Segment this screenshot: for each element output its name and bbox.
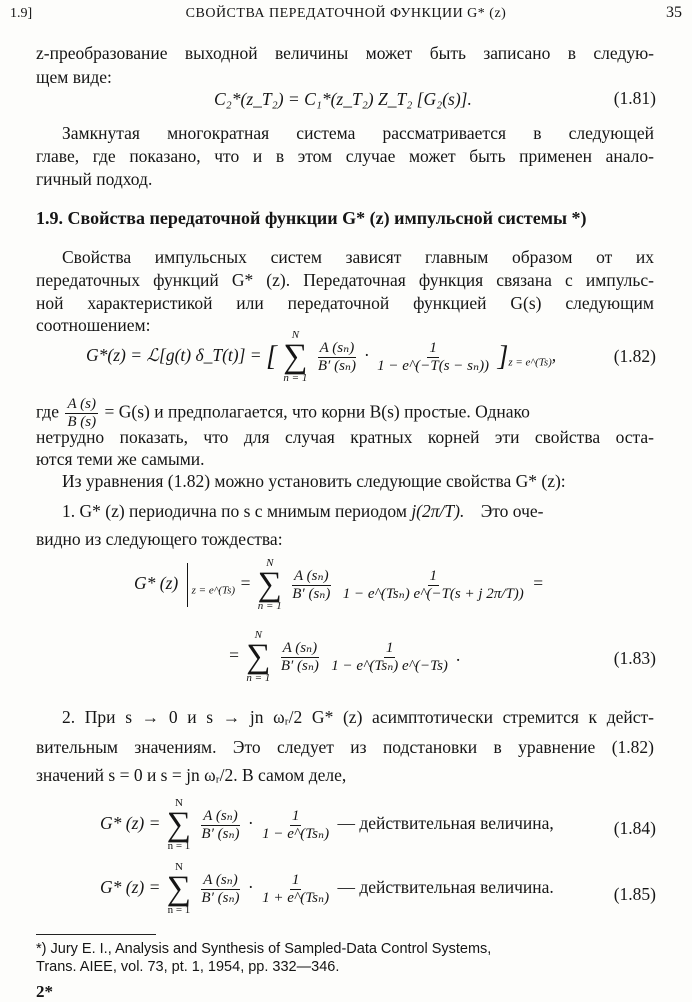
- footnote-rule: [36, 934, 156, 935]
- signature-mark: 2*: [36, 982, 53, 1001]
- equation-1-83-row-1: G* (z) $_{z = e\^{}(Ts)}$ = N ∑ n = 1 $\frac{\text{A (sₙ)}}{\text{B′ (sₙ)}}$ $\frac{1}{\text{1 − e\textasciicircum{}(Tsₙ) e\textasciicircum{}(−T(s + j 2π/T))}}$ =: [134, 557, 544, 612]
- period-expression: j(2π/T).: [411, 501, 465, 521]
- para3-line-1: где $\frac{A (s)}{B (s)}$ = G(s) и предполагается, что корни B(s) простые. Однако: [36, 396, 530, 430]
- prop1-line-1: 1. G* (z) периодична по s с мнимым периодом j(2π/T). Это оче-: [62, 501, 544, 521]
- sum-lower-limit: n = 1: [283, 372, 308, 384]
- section-title: 1.9. Свойства передаточной функции G* (z) импульсной системы *): [36, 208, 587, 228]
- prop2-line-3: значений s = 0 и s = jn ωᵣ/2. В самом деле,: [36, 765, 347, 785]
- fraction-one-over-denominator: $\frac{1}{\text{1 − e\textasciicircum{}(−T(s − sₙ))}}$: [377, 339, 490, 374]
- para1-line-3: гичный подход.: [36, 169, 153, 189]
- prop2-line-2: вительным значениям. Это следует из подстановки в уравнение (1.82): [36, 737, 654, 757]
- eq182-substitution: z = e^(Ts): [508, 356, 552, 369]
- fraction-a-over-bprime: $\frac{\text{A (sₙ)}}{\text{B′ (sₙ)}}$: [317, 339, 356, 374]
- equation-1-83-row-2: = N ∑ n = 1 $\frac{\text{A (sₙ)}}{\text{B′ (sₙ)}}$ $\frac{1}{\text{1 − e\textasciicircum{}(Tsₙ) e\textasciicircum{}(−Ts)}}$ .: [228, 629, 461, 684]
- para1-line-2: главе, где показано, что и в этом случае может быть применен анало-: [36, 146, 654, 166]
- para2-line-2: передаточных функций G* (z). Передаточная функция связана с импульс-: [36, 270, 654, 290]
- sum-upper-limit: N: [291, 329, 300, 341]
- equation-number-1-85: (1.85): [613, 884, 656, 904]
- equation-1-84: G* (z) = N ∑ n = 1 $\frac{\text{A (sₙ)}}{\text{B′ (sₙ)}}$ · $\frac{1}{\text{1 − e\textasciicircum{}(Tsₙ)}}$ — действительная величина,: [100, 797, 554, 852]
- footnote-line-1: *) Jury E. I., Analysis and Synthesis of Sampled-Data Control Systems,: [36, 941, 492, 957]
- para3-line-3: ются теми же самыми.: [36, 449, 205, 469]
- equation-1-81: C₂*(z_T₂) = C₁*(z_T₂) Z_T₂ [G₂(s)].: [214, 89, 472, 109]
- para1-line-1: Замкнутая многократная система рассматривается в следующей: [62, 123, 654, 143]
- sum-symbol: N ∑ n = 1: [283, 329, 308, 384]
- header-title: СВОЙСТВА ПЕРЕДАТОЧНОЙ ФУНКЦИИ G* (z): [185, 6, 507, 21]
- prop1-line-2: видно из следующего тождества:: [36, 529, 283, 549]
- para3-line-2: нетрудно показать, что для случая кратных корней эти свойства оста-: [36, 427, 654, 447]
- equation-number-1-84: (1.84): [613, 818, 656, 838]
- para2-line-4: соотношением:: [36, 315, 151, 335]
- header-section-number: 1.9]: [10, 6, 33, 21]
- equation-number-1-81: (1.81): [613, 88, 656, 108]
- fraction-a-over-b: $\frac{A (s)}{B (s)}$: [67, 396, 97, 430]
- prop2-line-1: 2. При s → 0 и s → jn ωᵣ/2 G* (z) асимптотически стремится к дейст-: [62, 707, 654, 727]
- equation-1-85: G* (z) = N ∑ n = 1 $\frac{\text{A (sₙ)}}{\text{B′ (sₙ)}}$ · $\frac{1}{\text{1 + e\textasciicircum{}(Tsₙ)}}$ — действительная величина.: [100, 861, 554, 916]
- footnote-line-2: Trans. AIEE, vol. 73, pt. 1, 1954, pp. 332—346.: [36, 959, 340, 975]
- equation-number-1-82: (1.82): [613, 346, 656, 366]
- page-number: 35: [666, 4, 682, 21]
- intro-line-1: z-преобразование выходной величины может быть записано в следую-: [36, 43, 654, 63]
- eq182-lhs: G*(z) = ℒ[g(t) δ_T(t)] =: [86, 345, 262, 366]
- intro-line-2: щем виде:: [36, 67, 112, 87]
- equation-1-82: G*(z) = ℒ[g(t) δ_T(t)] = [ N ∑ n = 1 $\frac{\text{A (sₙ)}}{\text{B′ (sₙ)}}$ · $\frac{1}{\text{1 − e\textasciicircum{}(−T(s − sₙ))}}$ ]$_{z = e\^{}(Ts)}$,: [86, 329, 557, 384]
- para2-line-3: ной характеристикой или передаточной функцией G(s) следующим: [36, 293, 654, 313]
- equation-number-1-83: (1.83): [613, 648, 656, 668]
- running-header: [10, 4, 682, 26]
- para2-line-1: Свойства импульсных систем зависят главным образом от их: [62, 247, 654, 267]
- eq183-substitution: z = e^(Ts): [191, 584, 236, 597]
- para4-line: Из уравнения (1.82) можно установить следующие свойства G* (z):: [62, 471, 566, 491]
